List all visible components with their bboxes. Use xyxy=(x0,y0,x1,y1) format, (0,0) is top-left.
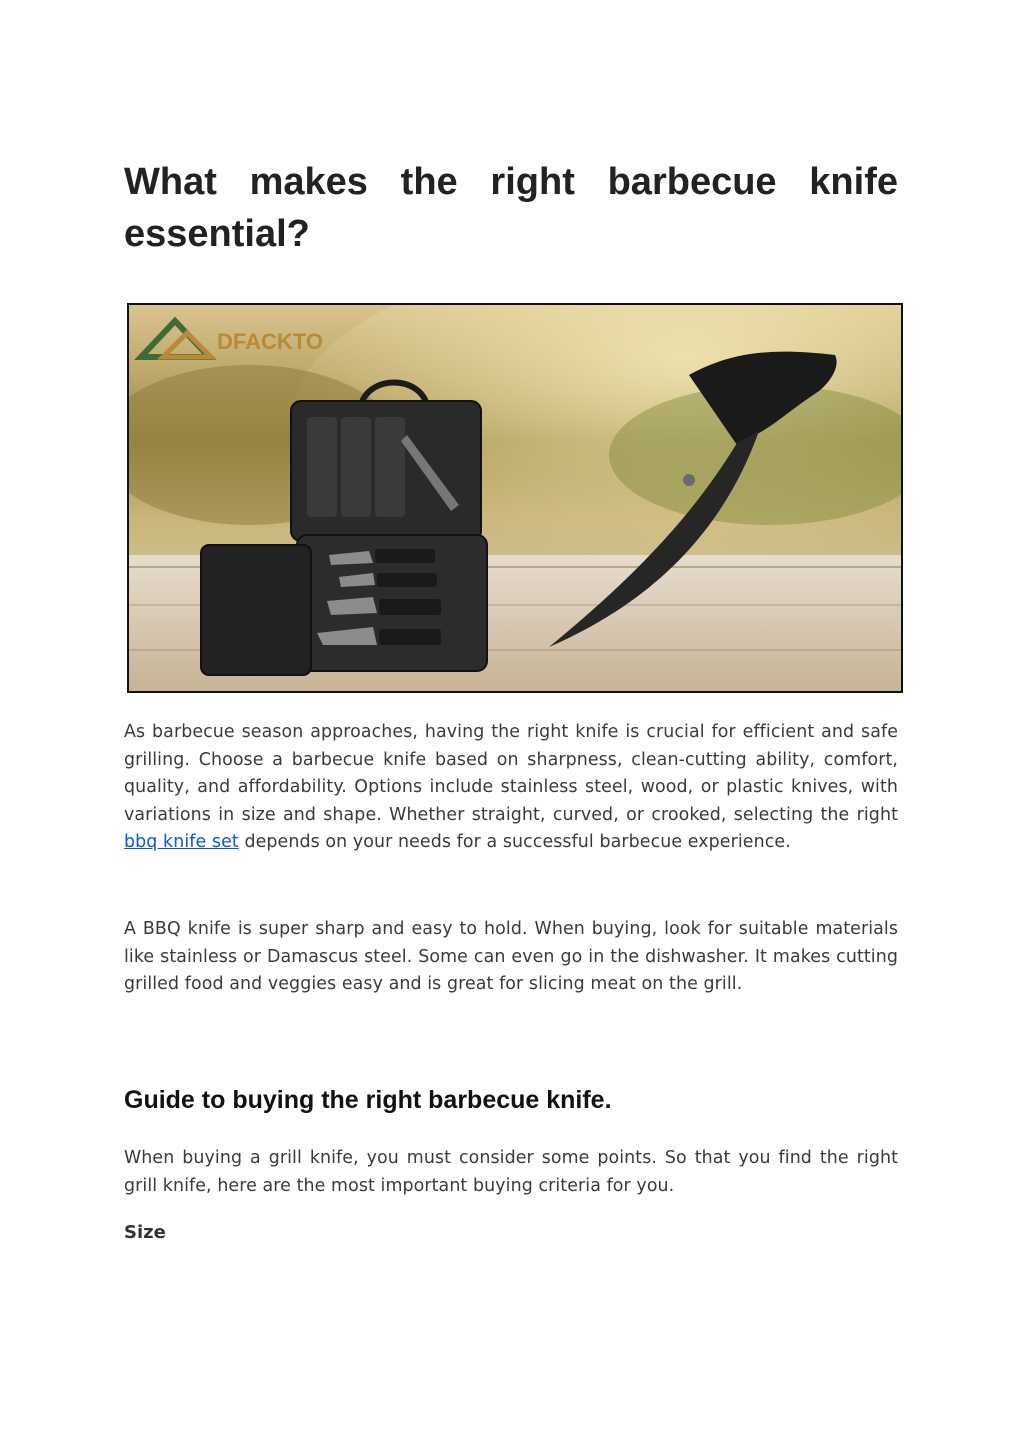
page-title: What makes the right barbecue knife essential? xyxy=(124,161,898,255)
section-heading: Guide to buying the right barbecue knife. xyxy=(124,1086,612,1114)
materials-paragraph: A BBQ knife is super sharp and easy to hold. When buying, look for suitable materials like stainless or Damascus steel. Some can even go in the dishwasher. It makes cutting grilled food and veggies easy and is great for slicing meat on the grill. xyxy=(124,919,898,995)
hero-image xyxy=(127,303,903,693)
intro-paragraph-text: As barbecue season approaches, having the right knife is crucial for efficient and safe grilling. Choose a barbecue knife based on sharpness, clean-cutting ability, comfort, quality, and affordability. Options include stainless steel, wood, or plastic knives, with variations in size and shape. Whether straight, curved, or crooked, selecting the right xyxy=(124,722,898,825)
brand-logo-text: DFACKTO xyxy=(217,329,323,354)
buying-criteria-paragraph: When buying a grill knife, you must consider some points. So that you find the right grill knife, here are the most important buying criteria for you. xyxy=(124,1148,898,1196)
intro-paragraph-text-end: depends on your needs for a successful barbecue experience. xyxy=(238,832,791,853)
intro-paragraph xyxy=(124,719,898,857)
bbq-knife-set-link[interactable]: bbq knife set xyxy=(124,832,239,853)
size-subheading: Size xyxy=(124,1222,166,1243)
